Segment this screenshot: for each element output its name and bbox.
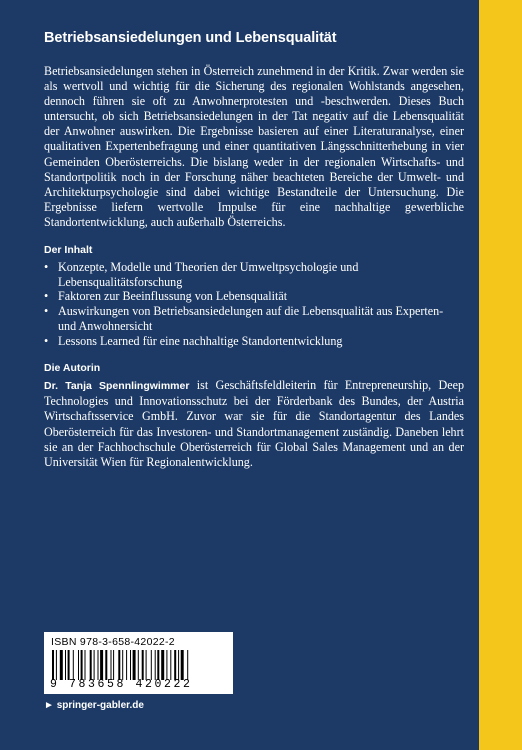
author-heading: Die Autorin	[44, 362, 101, 375]
barcode-bar	[90, 650, 92, 680]
publisher-url: ► springer-gabler.de	[44, 700, 144, 711]
list-item: • Konzepte, Modelle und Theorien der Umweltpsychologie und Lebensqualitätsforschung	[44, 260, 464, 289]
ean-digits: 9 783658 420222	[50, 678, 193, 691]
author-bio: ist Geschäftsfeldleiterin für Entrepreneurship, Deep Technologies und Innovationsschutz bei der Förderbank des Bundes, der Austria Wirtschaftsservice GmbH. Zuvor war sie für die Standortagentur des Landes Oberösterreich für das Investoren- und Standortmanagement zuständig. Daneben lehrt sie an der Fachhochschule Oberösterreich für Global Sales Management und an der Universität Wien für Regionalentwicklung.	[44, 378, 464, 469]
barcode-bar	[73, 650, 74, 680]
barcode-bar	[157, 650, 159, 680]
barcode-bar	[142, 650, 144, 680]
barcode-bar	[130, 650, 131, 680]
barcode-bar	[52, 650, 54, 680]
barcode-bar	[105, 650, 107, 680]
list-item: • Auswirkungen von Betriebsansiedelungen auf die Lebensqualität aus Experten- und Anwohnersicht	[44, 304, 464, 333]
author-name: Dr. Tanja Spennlingwimmer	[44, 380, 190, 393]
author-paragraph	[44, 378, 464, 470]
barcode-box	[44, 632, 233, 694]
barcode-bar	[187, 650, 188, 680]
list-item: • Faktoren zur Beeinflussung von Lebensqualität	[44, 289, 464, 304]
barcode-bar	[111, 650, 112, 680]
intro-paragraph: Betriebsansiedelungen stehen in Österreich zunehmend in der Kritik. Zwar werden sie als wertvoll und wichtig für die Sicherung des regionalen Wohlstands angesehen, dennoch führen sie oft zu Anwohnerprotesten und -beschwerden. Dieses Buch untersucht, ob sich Betriebsansiedelungen in der Tat negativ auf die Lebensqualität der Anwohner auswirken. Die Ergebnisse basieren auf einer Literaturanalyse, einer qualitativen Expertenbefragung und einer quantitativen Längsschnitterhebung in vier Gemeinden Oberösterreichs. Die bislang weder in der regionalen Wirtschafts- und Standortpolitik noch in der Forschung näher beachteten Bereiche der Umwelt- und Architekturpsychologie sind dabei wichtige Bestandteile der Untersuchung. Die Ergebnisse liefern wertvolle Impulse für eine nachhaltige gewerbliche Standortentwicklung, auch außerhalb Österreichs.	[44, 64, 464, 229]
isbn-text: ISBN 978-3-658-42022-2	[51, 636, 175, 648]
list-item: • Lessons Learned für eine nachhaltige Standortentwicklung	[44, 334, 464, 349]
barcode-bar	[170, 650, 171, 680]
barcode-bar	[133, 650, 136, 680]
barcode-bar	[78, 650, 79, 680]
barcode-bar	[94, 650, 95, 680]
contents-heading: Der Inhalt	[44, 244, 93, 257]
barcode-bar	[161, 650, 164, 680]
barcode-bar	[178, 650, 179, 680]
contents-list	[44, 260, 464, 348]
barcode-bar	[146, 650, 147, 680]
barcode-bar	[60, 650, 63, 680]
barcode-bar	[81, 650, 83, 680]
back-cover-content	[44, 30, 464, 470]
barcode-bar	[98, 650, 99, 680]
barcode-bar	[155, 650, 156, 680]
barcode-bar	[151, 650, 152, 680]
barcode-bar	[126, 650, 127, 680]
barcode-bar	[68, 650, 70, 680]
barcode-bar	[113, 650, 114, 680]
barcode-bar	[65, 650, 66, 680]
barcode-bar	[118, 650, 120, 680]
barcode-bar	[122, 650, 123, 680]
book-title: Betriebsansiedelungen und Lebensqualität	[44, 30, 337, 46]
barcode-bar	[181, 650, 184, 680]
barcode-bar	[138, 650, 139, 680]
yellow-side-stripe	[479, 0, 522, 750]
barcode-bar	[56, 650, 57, 680]
barcode-bar	[100, 650, 103, 680]
publisher-url-text: springer-gabler.de	[56, 700, 144, 711]
barcode-bar	[85, 650, 86, 680]
barcode-bar	[174, 650, 176, 680]
barcode-bar	[166, 650, 167, 680]
barcode-icon	[52, 650, 224, 680]
